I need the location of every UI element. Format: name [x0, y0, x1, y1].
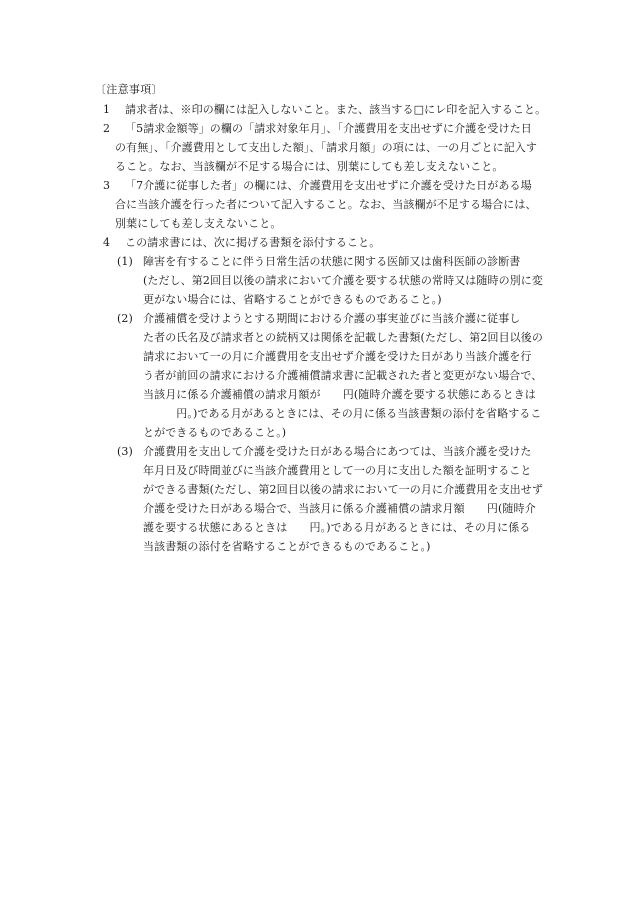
- attachment-line: た者の氏名及び請求者との続柄又は関係を記載した書類(ただし、第2回目以後の: [143, 331, 543, 344]
- note-line: 合に当該介護を行った者について記入すること。なお、当該欄が不足する場合には、: [115, 198, 537, 211]
- attachment-line: 更がない場合には、省略することができるものであること。): [143, 293, 442, 306]
- attachment-line: 請求において一の月に介護費用を支出せず介護を受けた日があり当該介護を行: [143, 350, 532, 363]
- attachment-line: 護を要する状態にあるときは 円。)である月があるときには、その月に係る: [143, 521, 531, 534]
- attachment-number: (3): [117, 445, 133, 458]
- note-line: 「5請求金額等」の欄の「請求対象年月」、「介護費用を支出せずに介護を受けた日: [125, 122, 532, 135]
- attachment-line: (ただし、第2回目以後の請求において介護を要する状態の常時又は随時の別に変: [143, 274, 543, 287]
- attachment-list: [95, 252, 555, 556]
- note-line: この請求書には、次に掲げる書類を添付すること。: [125, 236, 381, 249]
- attachment-line: 介護を受けた日がある場合で、当該月に係る介護補償の請求月額 円(随時介: [143, 502, 536, 515]
- note-number: 1: [103, 103, 111, 116]
- note-line: の有無」、「介護費用として支出した額」、「請求月額」の項には、一の月ごとに記入す: [115, 141, 537, 154]
- note-number: 4: [103, 236, 111, 249]
- attachment-item-1: [95, 252, 555, 309]
- note-line: ること。なお、当該欄が不足する場合には、別葉にしても差し支えないこと。: [115, 160, 504, 173]
- note-line: 「7介護に従事した者」の欄には、介護費用を支出せずに介護を受けた日がある場: [125, 179, 532, 192]
- note-number: 2: [103, 122, 111, 135]
- attachment-line: 介護費用を支出して介護を受けた日がある場合にあつては、当該介護を受けた: [143, 445, 532, 458]
- attachment-number: (2): [117, 312, 133, 325]
- note-item-1: [95, 100, 555, 119]
- notes-heading: 〔注意事項〕: [95, 83, 163, 96]
- attachment-line: ができる書類(ただし、第2回目以後の請求において一の月に介護費用を支出せず: [143, 483, 543, 496]
- note-line: 別葉にしても差し支えないこと。: [115, 217, 282, 230]
- attachment-line: 年月日及び時間並びに当該介護費用として一の月に支出した額を証明すること: [143, 464, 532, 477]
- attachment-line: 介護補償を受けようとする期間における介護の事実並びに当該介護に従事し: [143, 312, 521, 325]
- note-line: 請求者は、※印の欄には記入しないこと。また、該当する□にレ印を記入すること。: [125, 103, 547, 116]
- note-number: 3: [103, 179, 111, 192]
- attachment-line: 当該書類の添付を省略することができるものであること。): [143, 540, 431, 553]
- attachment-line: 障害を有することに伴う日常生活の状態に関する医師又は歯科医師の診断書: [143, 255, 521, 268]
- note-item-2: [95, 119, 555, 176]
- attachment-line: とができるものであること。): [143, 426, 287, 439]
- note-item-4: [95, 233, 555, 252]
- attachment-line: 当該月に係る介護補償の請求月額が 円(随時介護を要する状態にあるときは: [143, 388, 536, 401]
- attachment-line: う者が前回の請求における介護補償請求書に記載された者と変更がない場合で、: [143, 369, 543, 382]
- note-item-3: [95, 176, 555, 233]
- attachment-item-3: [95, 442, 555, 556]
- notes-document: [95, 80, 555, 556]
- attachment-item-2: [95, 309, 555, 442]
- attachment-line: 円。)である月があるときには、その月に係る当該書類の添付を省略するこ: [143, 407, 542, 420]
- attachment-number: (1): [117, 255, 133, 268]
